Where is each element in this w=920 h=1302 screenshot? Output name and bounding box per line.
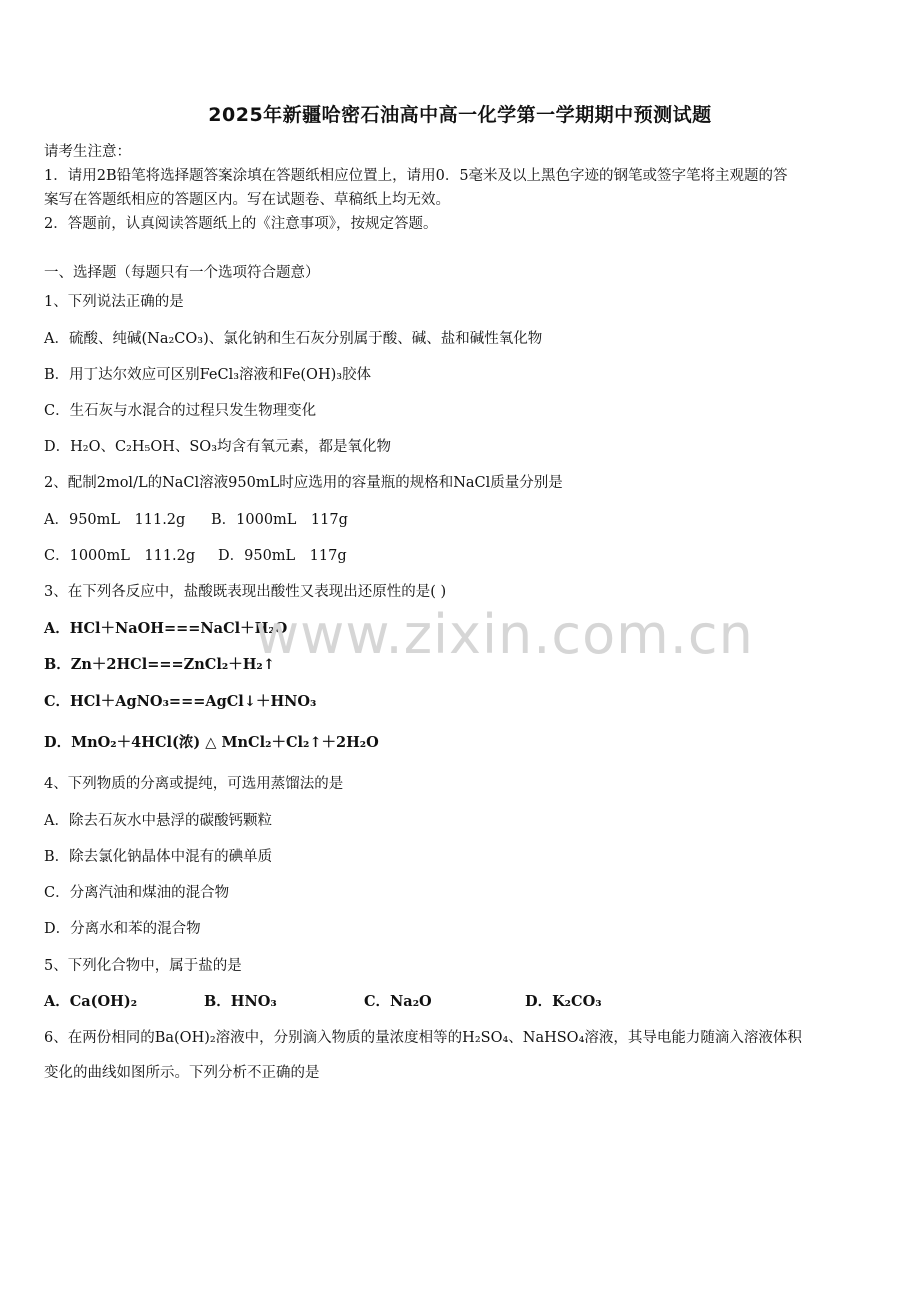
option-c: C．HCl＋AgNO₃===AgCl↓＋HNO₃ [44, 693, 317, 710]
option-d: D．MnO₂＋4HCl(浓) △ MnCl₂＋Cl₂↑＋2H₂O [44, 734, 379, 751]
question-stem: 2、配制2mol/L的NaCl溶液950mL时应选用的容量瓶的规格和NaCl质量分别是 [44, 475, 563, 491]
option-a: A．950mL 111.2g [44, 512, 186, 528]
option-a: A．HCl＋NaOH===NaCl＋H₂O [44, 620, 288, 637]
question-stem: 3、在下列各反应中，盐酸既表现出酸性又表现出还原性的是( ) [44, 584, 447, 600]
question-stem-line: 6、在两份相同的Ba(OH)₂溶液中，分别滴入物质的量浓度相等的H₂SO₄、NaHSO₄溶液，其导电能力随滴入溶液体积 [44, 1030, 802, 1046]
option-d: D．H₂O、C₂H₅OH、SO₃均含有氧元素，都是氧化物 [44, 439, 392, 455]
notice-item: 2．答题前，认真阅读答题纸上的《注意事项》，按规定答题。 [44, 216, 438, 232]
exam-title: 2025年新疆哈密石油高中高一化学第一学期期中预测试题 [208, 104, 712, 126]
option-c: C．Na₂O [364, 993, 432, 1010]
notice-heading: 请考生注意： [44, 144, 131, 160]
option-c: C．分离汽油和煤油的混合物 [44, 885, 230, 901]
option-b: B．1000mL 117g [211, 512, 348, 528]
notice-item: 案写在答题纸相应的答题区内。写在试题卷、草稿纸上均无效。 [44, 192, 450, 208]
question-stem: 4、下列物质的分离或提纯，可选用蒸馏法的是 [44, 776, 344, 792]
option-d: D．950mL 117g [218, 548, 347, 564]
option-b: B．除去氯化钠晶体中混有的碘单质 [44, 849, 273, 865]
watermark: www.zixin.com.cn [255, 603, 754, 666]
question-stem: 1、下列说法正确的是 [44, 294, 184, 310]
option-c: C．1000mL 111.2g [44, 548, 196, 564]
option-a: A．硫酸、纯碱(Na₂CO₃)、氯化钠和生石灰分别属于酸、碱、盐和碱性氧化物 [44, 331, 543, 347]
option-a: A．除去石灰水中悬浮的碳酸钙颗粒 [44, 813, 272, 829]
question-stem: 5、下列化合物中，属于盐的是 [44, 958, 242, 974]
option-b: B．用丁达尔效应可区别FeCl₃溶液和Fe(OH)₃胶体 [44, 367, 372, 383]
option-b: B．HNO₃ [204, 993, 277, 1010]
option-d: D．分离水和苯的混合物 [44, 921, 201, 937]
option-c: C．生石灰与水混合的过程只发生物理变化 [44, 403, 317, 419]
question-stem-line: 变化的曲线如图所示。下列分析不正确的是 [44, 1065, 320, 1081]
notice-item: 1．请用2B铅笔将选择题答案涂填在答题纸相应位置上，请用0．5毫米及以上黑色字迹的钢笔或签字笔将主观题的答 [44, 168, 788, 184]
option-b: B．Zn＋2HCl===ZnCl₂＋H₂↑ [44, 656, 275, 673]
option-d: D．K₂CO₃ [525, 993, 602, 1010]
option-a: A．Ca(OH)₂ [44, 993, 138, 1010]
section-heading: 一、选择题（每题只有一个选项符合题意） [44, 265, 320, 281]
